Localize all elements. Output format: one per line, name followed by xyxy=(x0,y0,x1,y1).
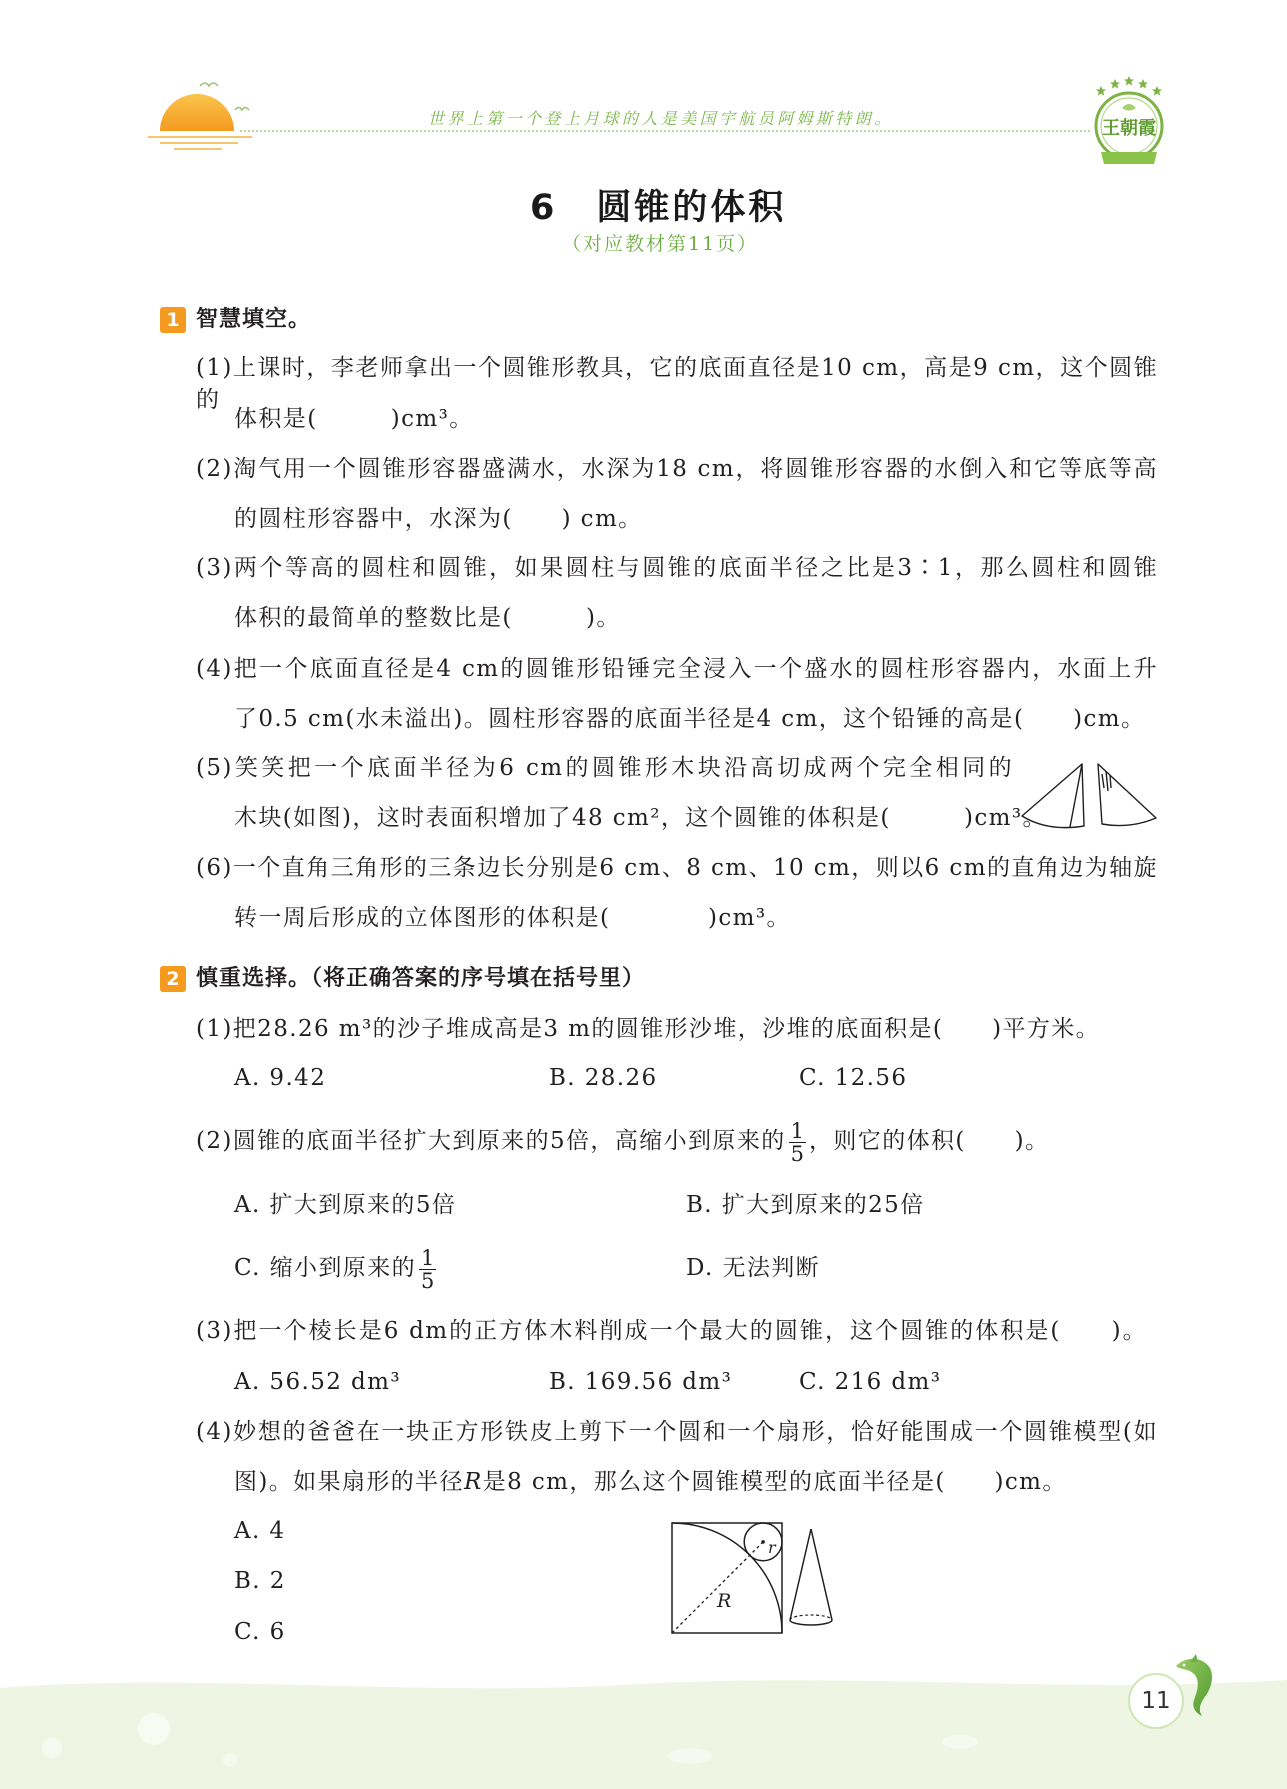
option-b: B. 28.26 xyxy=(549,1065,658,1091)
cone-side xyxy=(790,1529,811,1620)
option-b: B. 169.56 dm³ xyxy=(549,1369,733,1395)
question-line: 的圆柱形容器中，水深为( ) cm。 xyxy=(234,506,643,532)
star-icon xyxy=(1138,79,1148,89)
sector-radius-label: R xyxy=(717,1590,732,1612)
question-line: (6)一个直角三角形的三条边长分别是6 cm、8 cm、10 cm，则以6 cm的直角边为轴旋 xyxy=(196,855,1158,881)
option-text: C. 缩小到原来的 xyxy=(234,1255,417,1281)
fraction-denominator: 5 xyxy=(790,1141,804,1166)
page-number: 11 xyxy=(1128,1673,1184,1729)
question-text: 是8 cm，那么这个圆锥模型的底面半径是( )cm。 xyxy=(482,1469,1067,1495)
option-c: C. 12.56 xyxy=(799,1065,908,1091)
circle-radius-label: r xyxy=(768,1538,776,1557)
option-d: D. 无法判断 xyxy=(686,1255,821,1281)
question-line: 体积的最简单的整数比是( )。 xyxy=(234,605,621,631)
section-number-badge: 1 xyxy=(160,307,186,333)
question-text: 图)。如果扇形的半径 xyxy=(234,1469,464,1495)
square-sheet-cone-figure xyxy=(668,1519,844,1637)
section-number-badge: 2 xyxy=(160,966,186,992)
question-line: (1)把28.26 m³的沙子堆成高是3 m的圆锥形沙堆，沙堆的底面积是( )平方米。 xyxy=(196,1016,1101,1042)
fraction-denominator: 5 xyxy=(421,1268,435,1293)
fraction-numerator: 1 xyxy=(421,1245,435,1270)
variable-r-big: R xyxy=(463,1469,483,1495)
cone-side xyxy=(811,1529,832,1620)
square-sheet xyxy=(672,1523,782,1633)
option-c xyxy=(234,1240,439,1296)
fraction xyxy=(789,1120,806,1165)
star-icon xyxy=(1124,76,1134,86)
logo-text: 王朝霞 xyxy=(1102,118,1156,139)
lesson-title: 圆锥的体积 xyxy=(596,188,787,228)
option-a: A. 56.52 dm³ xyxy=(234,1369,401,1395)
question-line: 木块(如图)，这时表面积增加了48 cm²，这个圆锥的体积是( )cm³。 xyxy=(234,805,1047,831)
section-heading: 智慧填空。 xyxy=(196,307,312,332)
cone-base-front xyxy=(790,1620,832,1625)
textbook-reference: （对应教材第11页） xyxy=(562,233,759,255)
fraction xyxy=(419,1247,436,1292)
footer-wave-band xyxy=(0,1668,1287,1789)
question-line: (2)淘气用一个圆锥形容器盛满水，水深为18 cm，将圆锥形容器的水倒入和它等底等高 xyxy=(196,456,1158,482)
question-line: (4)把一个底面直径是4 cm的圆锥形铅锤完全浸入一个盛水的圆柱形容器内，水面上升 xyxy=(196,656,1158,682)
question-line xyxy=(196,1113,1049,1169)
option-a: A. 9.42 xyxy=(234,1065,327,1091)
question-line: (4)妙想的爸爸在一块正方形铁皮上剪下一个圆和一个扇形，恰好能围成一个圆锥模型(如 xyxy=(196,1419,1158,1445)
option-a: A. 扩大到原来的5倍 xyxy=(234,1192,457,1218)
question-line: (5)笑笑把一个底面半径为6 cm的圆锥形木块沿高切成两个完全相同的 xyxy=(196,755,1013,781)
question-line: (1)上课时，李老师拿出一个圆锥形教具，它的底面直径是10 cm，高是9 cm，这个圆锥的 xyxy=(196,355,1158,413)
option-c: C. 6 xyxy=(234,1619,286,1645)
sector-arc xyxy=(672,1523,782,1633)
question-line: 转一周后形成的立体图形的体积是( )cm³。 xyxy=(234,905,791,931)
star-icon xyxy=(1096,86,1106,96)
option-b: B. 2 xyxy=(234,1568,286,1594)
radius-dashed-line xyxy=(672,1542,763,1633)
fraction-numerator: 1 xyxy=(790,1118,804,1143)
option-b: B. 扩大到原来的25倍 xyxy=(686,1192,925,1218)
page-title xyxy=(530,186,786,230)
lesson-number: 6 xyxy=(530,188,555,228)
header-tagline: 世界上第一个登上月球的人是美国宇航员阿姆斯特朗。 xyxy=(428,109,894,128)
question-text: ，则它的体积( )。 xyxy=(809,1128,1050,1154)
star-icon xyxy=(1110,79,1120,89)
publisher-logo xyxy=(1084,72,1174,172)
section-heading: 慎重选择。（将正确答案的序号填在括号里） xyxy=(196,966,646,991)
option-a: A. 4 xyxy=(234,1518,286,1544)
question-text: (2)圆锥的底面半径扩大到原来的5倍，高缩小到原来的 xyxy=(196,1128,786,1154)
cut-cone-halves-figure xyxy=(1018,758,1160,832)
dolphin-icon xyxy=(1168,1652,1216,1718)
question-line: (3)两个等高的圆柱和圆锥，如果圆柱与圆锥的底面半径之比是3∶1，那么圆柱和圆锥 xyxy=(196,555,1158,581)
sunset-decoration-icon xyxy=(140,74,260,154)
cone-base-back xyxy=(790,1615,832,1620)
question-line xyxy=(234,1466,1067,1498)
question-line: 体积是( )cm³。 xyxy=(234,406,474,432)
question-line: (3)把一个棱长是6 dm的正方体木料削成一个最大的圆锥，这个圆锥的体积是( )。 xyxy=(196,1318,1147,1344)
question-line: 了0.5 cm(水未溢出)。圆柱形容器的底面半径是4 cm，这个铅锤的高是( )cm。 xyxy=(234,706,1146,732)
option-c: C. 216 dm³ xyxy=(799,1369,942,1395)
star-icon xyxy=(1152,86,1162,96)
